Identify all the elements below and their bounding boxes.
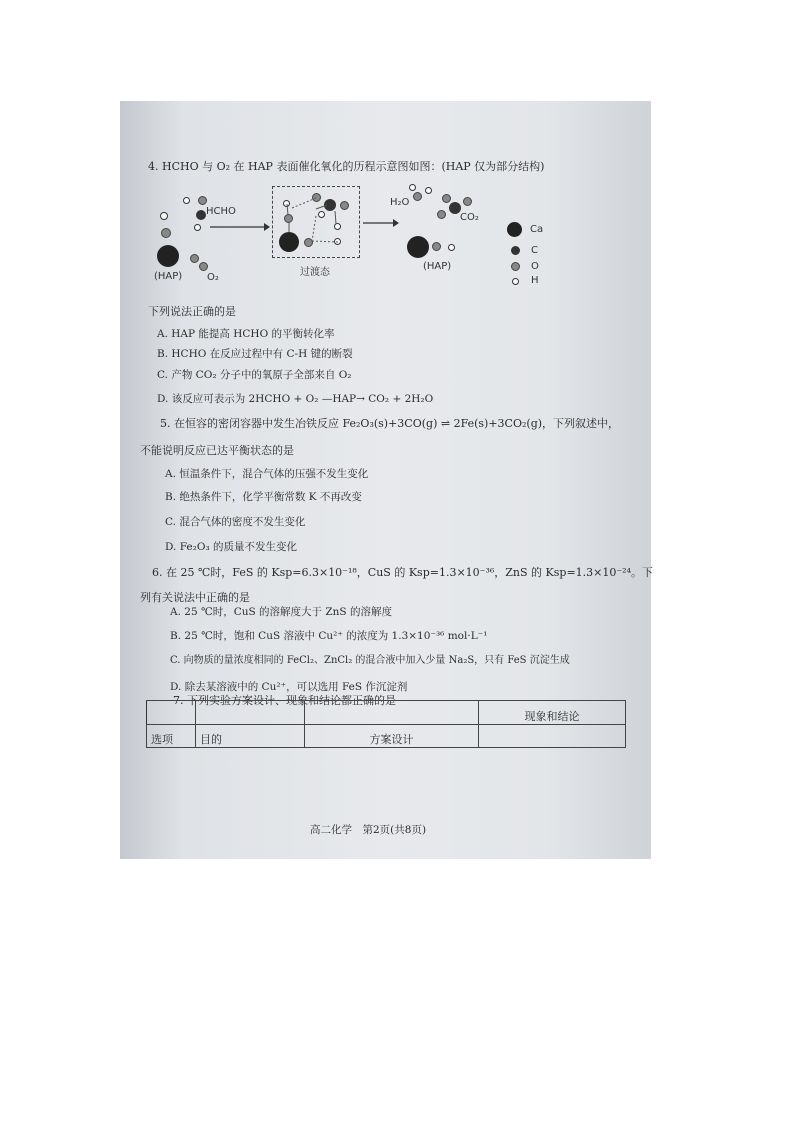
q4-option-a: A. HAP 能提高 HCHO 的平衡转化率 (157, 328, 335, 340)
hap-left-label: (HAP) (154, 271, 183, 282)
legend-c-atom (511, 246, 520, 255)
q6-option-d: D. 除去某溶液中的 Cu²⁺，可以选用 FeS 作沉淀剂 (170, 681, 408, 693)
transition-bonds (272, 186, 360, 258)
legend-h-label: H (531, 275, 539, 286)
hcho-label: HCHO (206, 206, 236, 217)
transition-label: 过渡态 (300, 267, 330, 278)
q5-option-d: D. Fe₂O₃ 的质量不发生变化 (165, 541, 298, 553)
o-atom (199, 262, 208, 271)
reaction-arrow (210, 222, 270, 232)
legend-h-atom (512, 278, 519, 285)
page-footer: 高二化学 第2页(共8页) (310, 824, 427, 836)
hap-right-label: (HAP) (423, 261, 452, 272)
q7-header-option: 选项 (147, 724, 196, 748)
q6-option-a: A. 25 ℃时，CuS 的溶解度大于 ZnS 的溶解度 (170, 606, 392, 618)
q4-option-c: C. 产物 CO₂ 分子中的氧原子全部来自 O₂ (157, 369, 352, 381)
q5-option-c: C. 混合气体的密度不发生变化 (165, 516, 306, 528)
q5-option-a: A. 恒温条件下，混合气体的压强不发生变化 (165, 468, 369, 480)
h-atom (409, 184, 416, 191)
o-atom (442, 194, 451, 203)
q4-option-b: B. HCHO 在反应过程中有 C-H 键的断裂 (157, 348, 353, 360)
legend-ca-atom (507, 222, 522, 237)
q7-header-conclusion: 现象和结论 (479, 701, 626, 725)
o-atom (190, 254, 199, 263)
q5-option-b: B. 绝热条件下，化学平衡常数 K 不再改变 (165, 491, 362, 503)
q4-prompt: 下列说法正确的是 (148, 305, 236, 318)
o-atom (463, 197, 472, 206)
ca-atom (407, 236, 429, 258)
c-atom (196, 210, 206, 220)
q7-header-design: 方案设计 (305, 724, 479, 748)
q7-stem: 7. 下列实验方案设计、现象和结论都正确的是 (173, 694, 396, 707)
legend-o-atom (511, 262, 520, 271)
q4-option-d: D. 该反应可表示为 2HCHO + O₂ —HAP→ CO₂ + 2H₂O (157, 393, 434, 405)
o2-label: O₂ (207, 272, 219, 283)
legend-o-label: O (531, 261, 539, 272)
q6-option-c: C. 向物质的量浓度相同的 FeCl₂、ZnCl₂ 的混合液中加入少量 Na₂S，只有 FeS 沉淀生成 (170, 655, 570, 666)
q5-stem-line2: 不能说明反应已达平衡状态的是 (140, 444, 294, 457)
h-atom (425, 187, 432, 194)
q7-header-purpose: 目的 (196, 724, 305, 748)
h-atom (448, 244, 455, 251)
legend-c-label: C (531, 245, 538, 256)
o-atom (413, 192, 422, 201)
o-atom (432, 242, 441, 251)
ca-atom (157, 245, 179, 267)
q4-stem: 4. HCHO 与 O₂ 在 HAP 表面催化氧化的历程示意图如图：(HAP 仅为部分结构) (148, 160, 545, 173)
o-atom (161, 228, 171, 238)
reaction-arrow (363, 218, 399, 228)
h-atom (194, 224, 201, 231)
co2-label: CO₂ (460, 212, 479, 223)
h2o-label: H₂O (390, 197, 410, 208)
q5-stem-line1: 5. 在恒容的密闭容器中发生冶铁反应 Fe₂O₃(s)+3CO(g) ⇌ 2Fe(s)+3CO₂(g)，下列叙述中， (160, 417, 620, 430)
h-atom (160, 212, 168, 220)
h-atom (183, 197, 190, 204)
o-atom (198, 196, 207, 205)
q6-option-b: B. 25 ℃时，饱和 CuS 溶液中 Cu²⁺ 的浓度为 1.3×10⁻³⁶ mol·L⁻¹ (170, 630, 488, 642)
q6-stem-line1: 6. 在 25 ℃时，FeS 的 Ksp=6.3×10⁻¹⁸，CuS 的 Ksp=1.3×10⁻³⁶，ZnS 的 Ksp=1.3×10⁻²⁴。下 (152, 566, 654, 579)
q6-stem-line2: 列有关说法中正确的是 (140, 591, 250, 604)
o-atom (437, 210, 446, 219)
legend-ca-label: Ca (530, 224, 544, 235)
q7-table (146, 700, 626, 748)
